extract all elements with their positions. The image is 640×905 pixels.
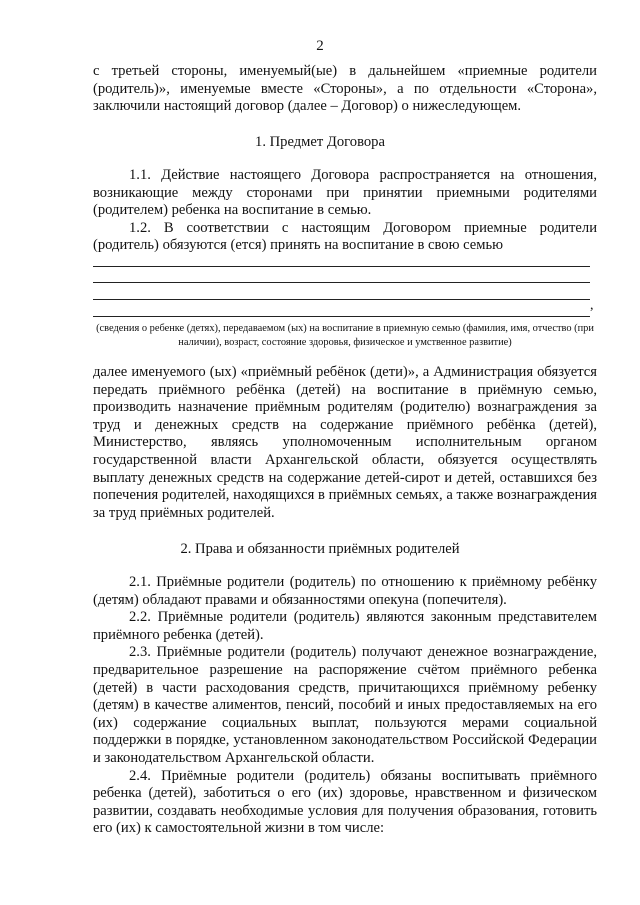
continuation-paragraph: далее именуемого (ых) «приёмный ребёнок (дети)», а Администрация обязуется передать приёмного ребёнка (детей) на воспитание в приёмную семью, производить назначение приёмным родителям (родителю) вознаграждения за труд и денежных средств на содержание приёмного ребёнка (детей), Министерство, являясь уполномоченным исполнительным органом государственной власти Архангельской области, обязуется осуществлять выплату денежных средств на содержание детей-сирот и детей, оставшихся без попечения родителей, находящихся в приёмных семьях, а также вознаграждения за труд приёмных родителей. <box>93 364 597 521</box>
paragraph-2-1: 2.1. Приёмные родители (родитель) по отношению к приёмному ребёнку (детям) обладают правами и обязанностями опекуна (попечителя). <box>93 574 597 608</box>
page-number: 2 <box>316 38 324 54</box>
fill-line-3 <box>93 299 590 300</box>
intro-paragraph: с третьей стороны, именуемый(ые) в дальнейшем «приемные родители (родитель)», именуемые вместе «Стороны», а по отдельности «Сторона», заключили настоящий договор (далее – Договор) о нижеследующем. <box>93 63 597 115</box>
section-2-heading: 2. Права и обязанности приёмных родителей <box>180 541 460 557</box>
child-info-footnote: (сведения о ребенке (детях), передаваемом (ых) на воспитание в приемную семью (фамилия, имя, отчество (при наличии), возраст, состояние здоровья, физическое и умственное развитие) <box>96 323 594 348</box>
paragraph-1-2: 1.2. В соответствии с настоящим Договором приемные родители (родитель) обязуются (ется) принять на воспитание в свою семью <box>93 219 597 254</box>
paragraph-1-1: 1.1. Действие настоящего Договора распространяется на отношения, возникающие между сторонами при принятии приемными родителями (родителем) ребенка на воспитание в семью. <box>93 167 597 219</box>
section-1-heading: 1. Предмет Договора <box>255 134 385 150</box>
section-2-paragraphs <box>93 574 597 838</box>
paragraph-2-3: 2.3. Приёмные родители (родитель) получают денежное вознаграждение, предварительное разрешение на распоряжение счётом приёмного ребенка (детей) в части расходования средств, причитающихся приёмному ребенку (детям) в качестве алиментов, пенсий, пособий и иных предоставляемых на его (их) содержание социальных выплат, пользуются мерами социальной поддержки в порядке, установленном законодательством Российской Федерации и законодательством Архангельской области. <box>93 644 597 766</box>
fill-line-comma: , <box>590 298 594 313</box>
section-1-paragraphs <box>93 167 597 255</box>
fill-line-4 <box>93 316 590 317</box>
fill-line-2 <box>93 282 590 283</box>
paragraph-2-2: 2.2. Приёмные родители (родитель) являются законным представителем приёмного ребенка (детей). <box>93 609 597 643</box>
paragraph-2-4: 2.4. Приёмные родители (родитель) обязаны воспитывать приёмного ребенка (детей), заботиться о его (их) здоровье, нравственном и физическом развитии, создавать необходимые условия для получения образования, готовить его (их) к самостоятельной жизни в том числе: <box>93 767 597 837</box>
fill-line-1 <box>93 266 590 267</box>
